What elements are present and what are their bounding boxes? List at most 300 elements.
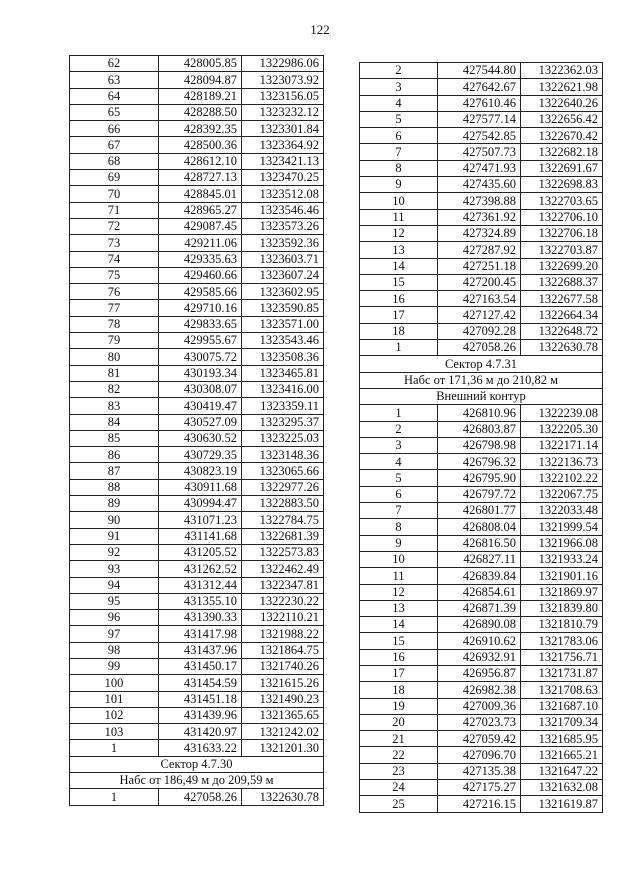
table-row: [70, 251, 324, 267]
table-row: [70, 691, 324, 707]
point-number-cell: 89: [70, 496, 159, 512]
y-coordinate-cell: 1323603.71: [242, 251, 324, 267]
point-number-cell: 76: [70, 284, 159, 300]
x-coordinate-cell: 427023.73: [438, 714, 521, 730]
contour-label: Внешний контур: [360, 388, 603, 404]
point-number-cell: 1: [70, 789, 159, 805]
y-coordinate-cell: 1323156.05: [242, 88, 324, 104]
y-coordinate-cell: 1322033.48: [521, 503, 603, 519]
y-coordinate-cell: 1323421.13: [242, 153, 324, 169]
table-row: [70, 381, 324, 397]
x-coordinate-cell: 427135.38: [438, 763, 521, 779]
point-number-cell: 9: [360, 177, 438, 193]
x-coordinate-cell: 428500.36: [159, 137, 242, 153]
table-row: [70, 610, 324, 626]
y-coordinate-cell: 1321201.30: [242, 740, 324, 756]
x-coordinate-cell: 430630.52: [159, 430, 242, 446]
point-number-cell: 92: [70, 544, 159, 560]
point-number-cell: 87: [70, 463, 159, 479]
point-number-cell: 93: [70, 561, 159, 577]
table-row: [70, 740, 324, 756]
x-coordinate-cell: 431141.68: [159, 528, 242, 544]
page-number: 122: [310, 22, 330, 37]
point-number-cell: 63: [70, 72, 159, 88]
x-coordinate-cell: 427435.60: [438, 177, 521, 193]
table-row: [70, 561, 324, 577]
table-row: [70, 398, 324, 414]
table-row: [360, 454, 603, 470]
y-coordinate-cell: 1322699.20: [521, 258, 603, 274]
x-coordinate-cell: 427009.36: [438, 698, 521, 714]
y-coordinate-cell: 1322986.06: [242, 56, 324, 72]
point-number-cell: 13: [360, 600, 438, 616]
point-number-cell: 3: [360, 79, 438, 95]
point-number-cell: 64: [70, 88, 159, 104]
y-coordinate-cell: 1321999.54: [521, 519, 603, 535]
y-coordinate-cell: 1321869.97: [521, 584, 603, 600]
x-coordinate-cell: 429833.65: [159, 316, 242, 332]
point-number-cell: 5: [360, 470, 438, 486]
point-number-cell: 8: [360, 519, 438, 535]
point-number-cell: 10: [360, 193, 438, 209]
y-coordinate-cell: 1322664.34: [521, 307, 603, 323]
table-row: [360, 665, 603, 681]
y-coordinate-cell: 1322648.72: [521, 323, 603, 339]
point-number-cell: 97: [70, 626, 159, 642]
y-coordinate-cell: 1322630.78: [242, 789, 324, 805]
point-number-cell: 65: [70, 104, 159, 120]
point-number-cell: 88: [70, 479, 159, 495]
table-row: [70, 72, 324, 88]
x-coordinate-cell: 427127.42: [438, 307, 521, 323]
table-row: [70, 284, 324, 300]
table-row: [360, 437, 603, 453]
y-coordinate-cell: 1323465.81: [242, 365, 324, 381]
x-coordinate-cell: 430911.68: [159, 479, 242, 495]
x-coordinate-cell: 427096.70: [438, 747, 521, 763]
x-coordinate-cell: 429955.67: [159, 333, 242, 349]
x-coordinate-cell: 426810.96: [438, 405, 521, 421]
x-coordinate-cell: 428612.10: [159, 153, 242, 169]
point-number-cell: 2: [360, 63, 438, 79]
point-number-cell: 75: [70, 267, 159, 283]
y-coordinate-cell: 1322703.65: [521, 193, 603, 209]
point-number-cell: 94: [70, 577, 159, 593]
x-coordinate-cell: 428288.50: [159, 104, 242, 120]
y-coordinate-cell: 1323573.26: [242, 218, 324, 234]
point-number-cell: 7: [360, 144, 438, 160]
sector-title: Сектор 4.7.31: [360, 356, 603, 372]
x-coordinate-cell: 426982.38: [438, 682, 521, 698]
y-coordinate-cell: 1322573.83: [242, 544, 324, 560]
x-coordinate-cell: 430527.09: [159, 414, 242, 430]
table-row: [360, 111, 603, 127]
y-coordinate-cell: 1323359.11: [242, 398, 324, 414]
x-coordinate-cell: 428005.85: [159, 56, 242, 72]
point-number-cell: 96: [70, 610, 159, 626]
point-number-cell: 74: [70, 251, 159, 267]
table-row: [360, 649, 603, 665]
table-row: [70, 789, 324, 805]
table-row: [360, 405, 603, 421]
x-coordinate-cell: 427216.15: [438, 796, 521, 812]
table-row: [70, 675, 324, 691]
y-coordinate-cell: 1321839.80: [521, 600, 603, 616]
table-row: [70, 235, 324, 251]
table-row: [360, 421, 603, 437]
y-coordinate-cell: 1321933.24: [521, 551, 603, 567]
x-coordinate-cell: 430823.19: [159, 463, 242, 479]
y-coordinate-cell: 1321685.95: [521, 731, 603, 747]
table-row: [70, 349, 324, 365]
table-row: [70, 430, 324, 446]
x-coordinate-cell: 431420.97: [159, 724, 242, 740]
point-number-cell: 79: [70, 333, 159, 349]
x-coordinate-cell: 431312.44: [159, 577, 242, 593]
point-number-cell: 80: [70, 349, 159, 365]
x-coordinate-cell: 431205.52: [159, 544, 242, 560]
y-coordinate-cell: 1321365.65: [242, 707, 324, 723]
x-coordinate-cell: 427251.18: [438, 258, 521, 274]
x-coordinate-cell: 427542.85: [438, 128, 521, 144]
table-row: [360, 600, 603, 616]
y-coordinate-cell: 1322682.18: [521, 144, 603, 160]
y-coordinate-cell: 1322230.22: [242, 593, 324, 609]
y-coordinate-cell: 1323148.36: [242, 447, 324, 463]
y-coordinate-cell: 1321665.21: [521, 747, 603, 763]
y-coordinate-cell: 1321242.02: [242, 724, 324, 740]
table-row: [70, 153, 324, 169]
sector-height-range: Набс от 171,36 м до 210,82 м: [360, 372, 603, 388]
x-coordinate-cell: 430994.47: [159, 496, 242, 512]
coordinates-table-left: [69, 55, 324, 806]
y-coordinate-cell: 1322670.42: [521, 128, 603, 144]
table-row: [360, 193, 603, 209]
y-coordinate-cell: 1321864.75: [242, 642, 324, 658]
table-row: [360, 731, 603, 747]
point-number-cell: 62: [70, 56, 159, 72]
point-number-cell: 90: [70, 512, 159, 528]
y-coordinate-cell: 1322347.81: [242, 577, 324, 593]
table-row: [70, 137, 324, 153]
y-coordinate-cell: 1323508.36: [242, 349, 324, 365]
point-number-cell: 71: [70, 202, 159, 218]
x-coordinate-cell: 427287.92: [438, 242, 521, 258]
table-row: [360, 160, 603, 176]
y-coordinate-cell: 1321783.06: [521, 633, 603, 649]
x-coordinate-cell: 431437.96: [159, 642, 242, 658]
y-coordinate-cell: 1321490.23: [242, 691, 324, 707]
x-coordinate-cell: 429585.66: [159, 284, 242, 300]
table-row: [70, 544, 324, 560]
y-coordinate-cell: 1322205.30: [521, 421, 603, 437]
point-number-cell: 82: [70, 381, 159, 397]
y-coordinate-cell: 1323364.92: [242, 137, 324, 153]
x-coordinate-cell: 430729.35: [159, 447, 242, 463]
point-number-cell: 3: [360, 437, 438, 453]
table-row: [70, 414, 324, 430]
y-coordinate-cell: 1323512.08: [242, 186, 324, 202]
table-row: [360, 584, 603, 600]
point-number-cell: 4: [360, 95, 438, 111]
x-coordinate-cell: 427471.93: [438, 160, 521, 176]
point-number-cell: 19: [360, 698, 438, 714]
y-coordinate-cell: 1322698.83: [521, 177, 603, 193]
x-coordinate-cell: 427058.26: [438, 340, 521, 356]
point-number-cell: 91: [70, 528, 159, 544]
x-coordinate-cell: 431451.18: [159, 691, 242, 707]
y-coordinate-cell: 1323073.92: [242, 72, 324, 88]
x-coordinate-cell: 430419.47: [159, 398, 242, 414]
x-coordinate-cell: 431454.59: [159, 675, 242, 691]
y-coordinate-cell: 1322656.42: [521, 111, 603, 127]
table-row: [360, 177, 603, 193]
sector-title: Сектор 4.7.30: [70, 756, 324, 772]
table-row: [70, 365, 324, 381]
point-number-cell: 1: [360, 405, 438, 421]
x-coordinate-cell: 426910.62: [438, 633, 521, 649]
point-number-cell: 73: [70, 235, 159, 251]
x-coordinate-cell: 430308.07: [159, 381, 242, 397]
x-coordinate-cell: 429460.66: [159, 267, 242, 283]
y-coordinate-cell: 1323470.25: [242, 170, 324, 186]
point-number-cell: 103: [70, 724, 159, 740]
y-coordinate-cell: 1321615.26: [242, 675, 324, 691]
x-coordinate-cell: 427092.28: [438, 323, 521, 339]
table-row: [360, 568, 603, 584]
table-row: [360, 780, 603, 796]
point-number-cell: 1: [360, 340, 438, 356]
y-coordinate-cell: 1323065.66: [242, 463, 324, 479]
point-number-cell: 86: [70, 447, 159, 463]
table-row: [70, 104, 324, 120]
x-coordinate-cell: 426871.39: [438, 600, 521, 616]
x-coordinate-cell: 427058.26: [159, 789, 242, 805]
point-number-cell: 9: [360, 535, 438, 551]
x-coordinate-cell: 427398.88: [438, 193, 521, 209]
sector-height-range: Набс от 186,49 м до 209,59 м: [70, 773, 324, 789]
y-coordinate-cell: 1322691.67: [521, 160, 603, 176]
y-coordinate-cell: 1323592.36: [242, 235, 324, 251]
point-number-cell: 2: [360, 421, 438, 437]
table-row: [360, 763, 603, 779]
table-row: [360, 698, 603, 714]
x-coordinate-cell: 426854.61: [438, 584, 521, 600]
table-row: [360, 617, 603, 633]
table-row: [70, 267, 324, 283]
y-coordinate-cell: 1322677.58: [521, 291, 603, 307]
point-number-cell: 1: [70, 740, 159, 756]
y-coordinate-cell: 1322621.98: [521, 79, 603, 95]
y-coordinate-cell: 1323416.00: [242, 381, 324, 397]
table-row: [360, 470, 603, 486]
point-number-cell: 7: [360, 503, 438, 519]
point-number-cell: 10: [360, 551, 438, 567]
point-number-cell: 4: [360, 454, 438, 470]
y-coordinate-cell: 1322703.87: [521, 242, 603, 258]
x-coordinate-cell: 426795.90: [438, 470, 521, 486]
y-coordinate-cell: 1322067.75: [521, 486, 603, 502]
point-number-cell: 17: [360, 307, 438, 323]
point-number-cell: 15: [360, 274, 438, 290]
table-row: [360, 95, 603, 111]
y-coordinate-cell: 1321731.87: [521, 665, 603, 681]
y-coordinate-cell: 1321740.26: [242, 658, 324, 674]
table-row: [360, 209, 603, 225]
x-coordinate-cell: 427175.27: [438, 780, 521, 796]
x-coordinate-cell: 426808.04: [438, 519, 521, 535]
table-row: [360, 291, 603, 307]
table-row: [70, 56, 324, 72]
x-coordinate-cell: 428094.87: [159, 72, 242, 88]
x-coordinate-cell: 431262.52: [159, 561, 242, 577]
y-coordinate-cell: 1322706.10: [521, 209, 603, 225]
y-coordinate-cell: 1321709.34: [521, 714, 603, 730]
table-row: [70, 658, 324, 674]
y-coordinate-cell: 1321901.16: [521, 568, 603, 584]
x-coordinate-cell: 427059.42: [438, 731, 521, 747]
y-coordinate-cell: 1323607.24: [242, 267, 324, 283]
table-row: [360, 551, 603, 567]
x-coordinate-cell: 426803.87: [438, 421, 521, 437]
y-coordinate-cell: 1322784.75: [242, 512, 324, 528]
x-coordinate-cell: 426816.50: [438, 535, 521, 551]
x-coordinate-cell: 427507.73: [438, 144, 521, 160]
x-coordinate-cell: 428845.01: [159, 186, 242, 202]
x-coordinate-cell: 426956.87: [438, 665, 521, 681]
x-coordinate-cell: 430075.72: [159, 349, 242, 365]
table-row: [70, 496, 324, 512]
y-coordinate-cell: 1321647.22: [521, 763, 603, 779]
point-number-cell: 14: [360, 258, 438, 274]
table-row: [360, 242, 603, 258]
table-row: [360, 747, 603, 763]
table-row: [360, 535, 603, 551]
x-coordinate-cell: 431355.10: [159, 593, 242, 609]
table-row: [360, 796, 603, 812]
point-number-cell: 78: [70, 316, 159, 332]
x-coordinate-cell: 431390.33: [159, 610, 242, 626]
y-coordinate-cell: 1323602.95: [242, 284, 324, 300]
x-coordinate-cell: 427163.54: [438, 291, 521, 307]
point-number-cell: 16: [360, 291, 438, 307]
point-number-cell: 20: [360, 714, 438, 730]
table-row: [70, 186, 324, 202]
x-coordinate-cell: 428965.27: [159, 202, 242, 218]
x-coordinate-cell: 427642.67: [438, 79, 521, 95]
x-coordinate-cell: 430193.34: [159, 365, 242, 381]
x-coordinate-cell: 429335.63: [159, 251, 242, 267]
point-number-cell: 98: [70, 642, 159, 658]
table-row: [70, 528, 324, 544]
table-row: [70, 626, 324, 642]
point-number-cell: 77: [70, 300, 159, 316]
table-row: [360, 258, 603, 274]
x-coordinate-cell: 426839.84: [438, 568, 521, 584]
table-row: [360, 79, 603, 95]
x-coordinate-cell: 427324.89: [438, 225, 521, 241]
point-number-cell: 100: [70, 675, 159, 691]
table-row: [360, 682, 603, 698]
y-coordinate-cell: 1321988.22: [242, 626, 324, 642]
x-coordinate-cell: 431633.22: [159, 740, 242, 756]
y-coordinate-cell: 1322883.50: [242, 496, 324, 512]
x-coordinate-cell: 431450.17: [159, 658, 242, 674]
y-coordinate-cell: 1322640.26: [521, 95, 603, 111]
table-row: [70, 577, 324, 593]
point-number-cell: 18: [360, 682, 438, 698]
x-coordinate-cell: 428189.21: [159, 88, 242, 104]
table-row: [70, 593, 324, 609]
point-number-cell: 6: [360, 486, 438, 502]
point-number-cell: 24: [360, 780, 438, 796]
point-number-cell: 25: [360, 796, 438, 812]
table-row: [70, 170, 324, 186]
point-number-cell: 102: [70, 707, 159, 723]
x-coordinate-cell: 429710.16: [159, 300, 242, 316]
y-coordinate-cell: 1321966.08: [521, 535, 603, 551]
y-coordinate-cell: 1323301.84: [242, 121, 324, 137]
point-number-cell: 17: [360, 665, 438, 681]
point-number-cell: 15: [360, 633, 438, 649]
y-coordinate-cell: 1322462.49: [242, 561, 324, 577]
table-row: [70, 463, 324, 479]
point-number-cell: 6: [360, 128, 438, 144]
y-coordinate-cell: 1321756.71: [521, 649, 603, 665]
x-coordinate-cell: 426932.91: [438, 649, 521, 665]
x-coordinate-cell: 426796.32: [438, 454, 521, 470]
y-coordinate-cell: 1322681.39: [242, 528, 324, 544]
table-row: [360, 340, 603, 356]
x-coordinate-cell: 426801.77: [438, 503, 521, 519]
table-row: [360, 144, 603, 160]
point-number-cell: 5: [360, 111, 438, 127]
table-row: [70, 300, 324, 316]
table-row: [360, 225, 603, 241]
table-row: [360, 323, 603, 339]
y-coordinate-cell: 1322136.73: [521, 454, 603, 470]
table-row: [70, 333, 324, 349]
point-number-cell: 67: [70, 137, 159, 153]
y-coordinate-cell: 1321708.63: [521, 682, 603, 698]
y-coordinate-cell: 1323232.12: [242, 104, 324, 120]
y-coordinate-cell: 1323590.85: [242, 300, 324, 316]
y-coordinate-cell: 1322630.78: [521, 340, 603, 356]
x-coordinate-cell: 429087.45: [159, 218, 242, 234]
y-coordinate-cell: 1323295.37: [242, 414, 324, 430]
point-number-cell: 83: [70, 398, 159, 414]
point-number-cell: 22: [360, 747, 438, 763]
x-coordinate-cell: 426827.11: [438, 551, 521, 567]
y-coordinate-cell: 1322362.03: [521, 63, 603, 79]
x-coordinate-cell: 431071.23: [159, 512, 242, 528]
x-coordinate-cell: 427544.80: [438, 63, 521, 79]
y-coordinate-cell: 1323225.03: [242, 430, 324, 446]
point-number-cell: 101: [70, 691, 159, 707]
y-coordinate-cell: 1322102.22: [521, 470, 603, 486]
x-coordinate-cell: 429211.06: [159, 235, 242, 251]
x-coordinate-cell: 431417.98: [159, 626, 242, 642]
x-coordinate-cell: 426890.08: [438, 617, 521, 633]
point-number-cell: 69: [70, 170, 159, 186]
table-row: [360, 503, 603, 519]
table-row: [360, 307, 603, 323]
table-row: [70, 88, 324, 104]
table-row: [360, 486, 603, 502]
table-row: [360, 519, 603, 535]
table-row: [360, 714, 603, 730]
y-coordinate-cell: 1321810.79: [521, 617, 603, 633]
